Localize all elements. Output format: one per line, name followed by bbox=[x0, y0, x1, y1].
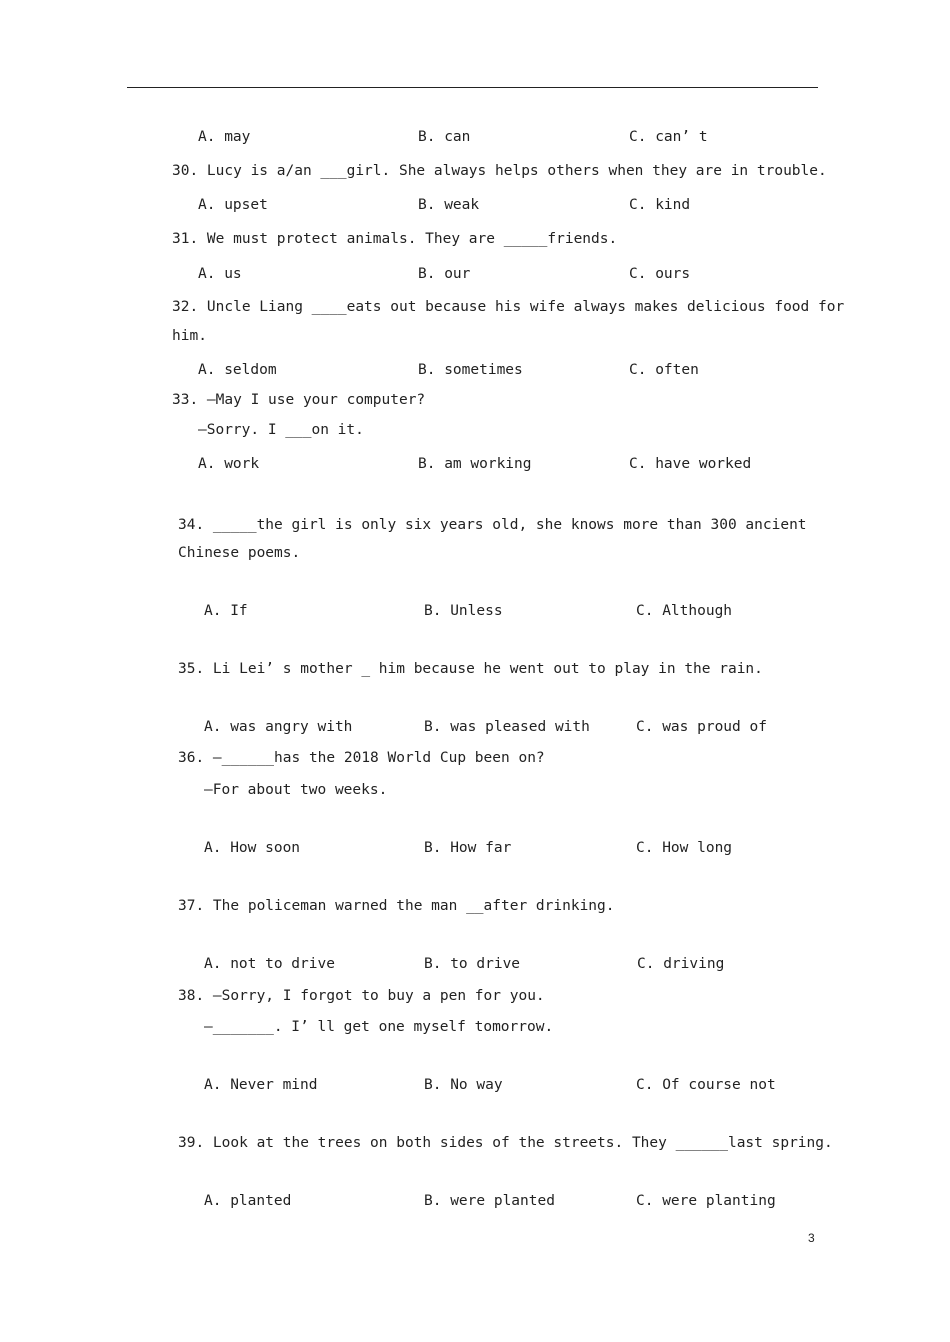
q34-stem-line1: 34. _____the girl is only six years old, she knows more than 300 ancient bbox=[178, 517, 807, 533]
q31-option-b[interactable]: B. our bbox=[418, 266, 471, 282]
q34-option-b[interactable]: B. Unless bbox=[424, 603, 503, 619]
q33-stem-line2: —Sorry. I ___on it. bbox=[198, 422, 364, 438]
q29-option-c[interactable]: C. can’ t bbox=[629, 129, 708, 145]
q29-option-b[interactable]: B. can bbox=[418, 129, 471, 145]
q30-option-b[interactable]: B. weak bbox=[418, 197, 480, 213]
q37-option-c[interactable]: C. driving bbox=[637, 956, 725, 972]
q32-stem-line2: him. bbox=[172, 328, 207, 344]
q33-option-b[interactable]: B. am working bbox=[418, 456, 532, 472]
q38-option-c[interactable]: C. Of course not bbox=[636, 1077, 776, 1093]
q35-option-b[interactable]: B. was pleased with bbox=[424, 719, 590, 735]
q32-option-c[interactable]: C. often bbox=[629, 362, 699, 378]
q37-stem: 37. The policeman warned the man __after drinking. bbox=[178, 898, 615, 914]
page-number: 3 bbox=[808, 1231, 815, 1245]
q38-option-b[interactable]: B. No way bbox=[424, 1077, 503, 1093]
q39-option-b[interactable]: B. were planted bbox=[424, 1193, 555, 1209]
q30-option-c[interactable]: C. kind bbox=[629, 197, 691, 213]
q38-option-a[interactable]: A. Never mind bbox=[204, 1077, 318, 1093]
q36-stem-line2: —For about two weeks. bbox=[204, 782, 388, 798]
q38-stem-line2: —_______. I’ ll get one myself tomorrow. bbox=[204, 1019, 554, 1035]
q37-option-b[interactable]: B. to drive bbox=[424, 956, 521, 972]
header-rule bbox=[127, 87, 818, 88]
q30-stem: 30. Lucy is a/an ___girl. She always helps others when they are in trouble. bbox=[172, 163, 827, 179]
q38-stem-line1: 38. —Sorry, I forgot to buy a pen for you. bbox=[178, 988, 545, 1004]
q36-option-a[interactable]: A. How soon bbox=[204, 840, 301, 856]
q35-stem: 35. Li Lei’ s mother _ him because he went out to play in the rain. bbox=[178, 661, 763, 677]
q34-option-a[interactable]: A. If bbox=[204, 603, 248, 619]
q32-stem-line1: 32. Uncle Liang ____eats out because his wife always makes delicious food for bbox=[172, 299, 845, 315]
q31-stem: 31. We must protect animals. They are _____friends. bbox=[172, 231, 618, 247]
q32-option-a[interactable]: A. seldom bbox=[198, 362, 277, 378]
q35-option-c[interactable]: C. was proud of bbox=[636, 719, 767, 735]
q35-option-a[interactable]: A. was angry with bbox=[204, 719, 353, 735]
q39-option-c[interactable]: C. were planting bbox=[636, 1193, 776, 1209]
q36-option-c[interactable]: C. How long bbox=[636, 840, 733, 856]
q29-option-a[interactable]: A. may bbox=[198, 129, 251, 145]
q33-option-c[interactable]: C. have worked bbox=[629, 456, 752, 472]
q36-stem-line1: 36. —______has the 2018 World Cup been on? bbox=[178, 750, 545, 766]
q31-option-a[interactable]: A. us bbox=[198, 266, 242, 282]
q37-option-a[interactable]: A. not to drive bbox=[204, 956, 335, 972]
q36-option-b[interactable]: B. How far bbox=[424, 840, 512, 856]
q32-option-b[interactable]: B. sometimes bbox=[418, 362, 523, 378]
q31-option-c[interactable]: C. ours bbox=[629, 266, 691, 282]
q34-option-c[interactable]: C. Although bbox=[636, 603, 733, 619]
q34-stem-line2: Chinese poems. bbox=[178, 545, 301, 561]
q33-option-a[interactable]: A. work bbox=[198, 456, 260, 472]
q39-stem: 39. Look at the trees on both sides of the streets. They ______last spring. bbox=[178, 1135, 833, 1151]
q39-option-a[interactable]: A. planted bbox=[204, 1193, 292, 1209]
q30-option-a[interactable]: A. upset bbox=[198, 197, 268, 213]
q33-stem-line1: 33. —May I use your computer? bbox=[172, 392, 426, 408]
